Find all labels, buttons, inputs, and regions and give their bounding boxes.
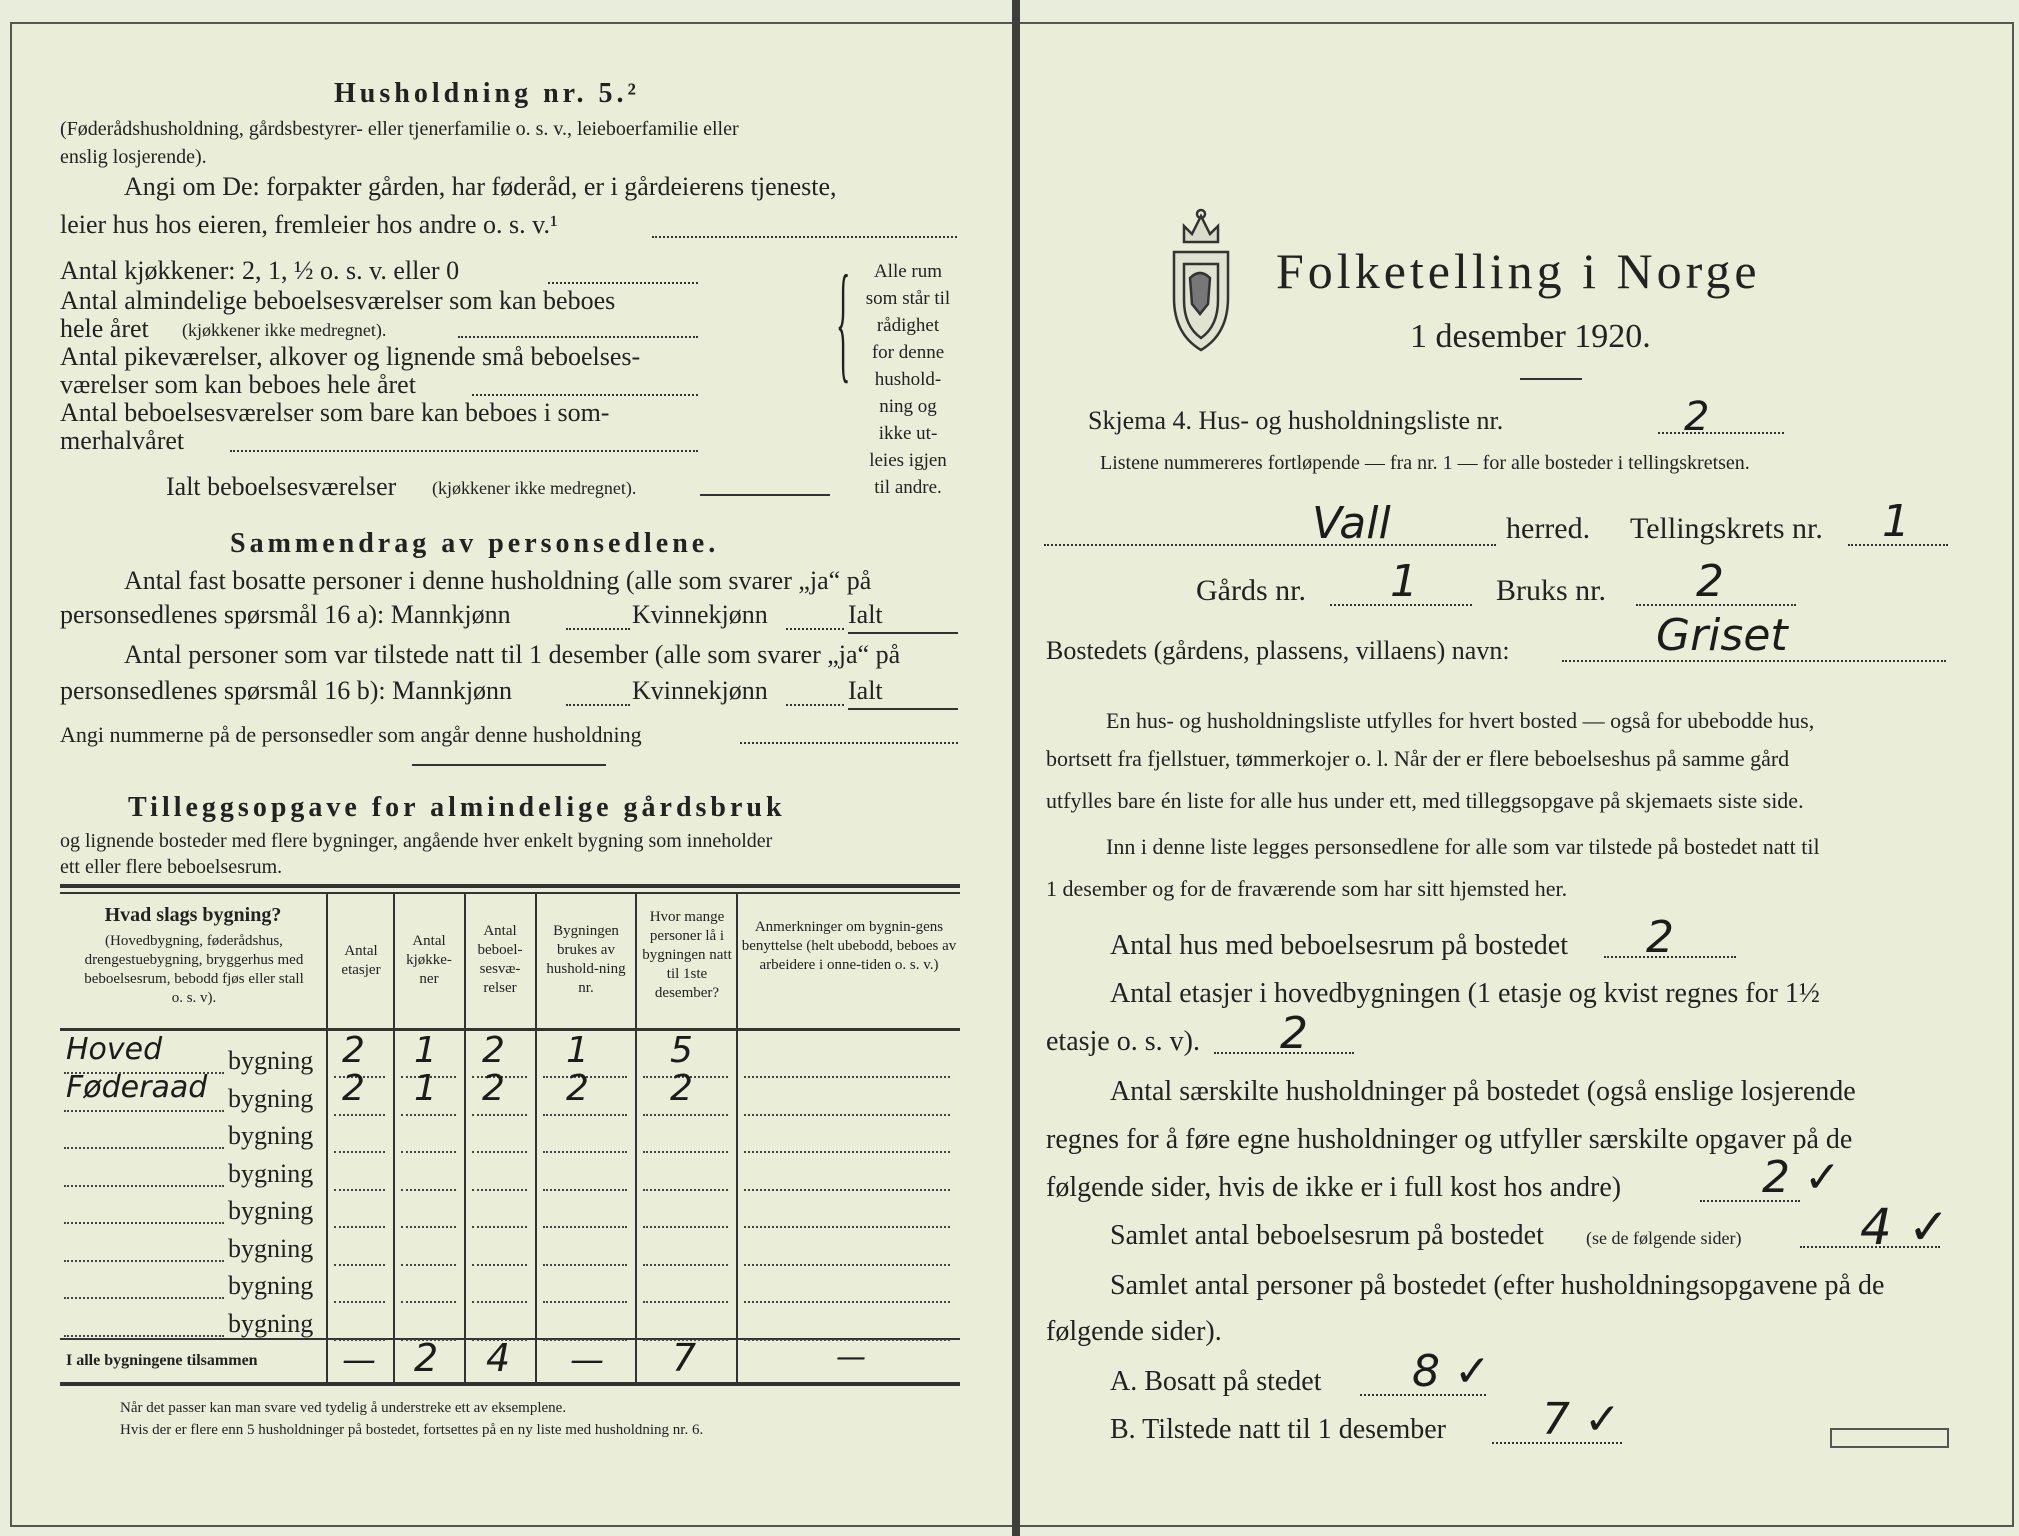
- cell-line: [543, 1151, 627, 1153]
- bygning-label: bygning: [228, 1046, 314, 1075]
- gards-value[interactable]: 1: [1390, 556, 1418, 607]
- building-name[interactable]: Hoved: [66, 1032, 163, 1067]
- cell-line: [334, 1264, 385, 1266]
- col-divider-3: [464, 894, 466, 1382]
- fast-ialt-label: Ialt: [848, 600, 883, 629]
- cell-line: [643, 1301, 728, 1303]
- cell-line: [543, 1114, 627, 1116]
- cell-line: [401, 1189, 456, 1191]
- total-hush: —: [570, 1340, 604, 1380]
- cell-line: [744, 1076, 950, 1078]
- room-brace: {: [836, 251, 851, 397]
- bruks-label: Bruks nr.: [1496, 574, 1607, 607]
- alm-label-2: hele året: [60, 314, 149, 343]
- info-line-1: En hus- og husholdningsliste utfylles for hvert bosted — også for ubebodde hus,: [1106, 708, 1815, 733]
- etasjer-answer-line: [1214, 1052, 1354, 1054]
- cell-line: [643, 1264, 728, 1266]
- fast-ialt-field[interactable]: [848, 632, 958, 634]
- bygning-label: bygning: [228, 1121, 314, 1150]
- sarskilte-line-3: følgende sider, hvis de ikke er i full kost hos andre): [1046, 1172, 1622, 1203]
- fast-kvinne-field[interactable]: [786, 628, 844, 630]
- cell-line: [472, 1301, 527, 1303]
- etasjer-line-1: Antal etasjer i hovedbygningen (1 etasje og kvist regnes for 1½: [1110, 978, 1820, 1009]
- col-divider-2: [393, 894, 395, 1382]
- cell-line: [744, 1114, 950, 1116]
- side-note-line: til andre.: [874, 477, 942, 498]
- cell-hush[interactable]: 2: [566, 1067, 589, 1109]
- alm-label-note: (kjøkkener ikke medregnet).: [182, 320, 387, 340]
- cell-line: [744, 1226, 950, 1228]
- bygning-label: bygning: [228, 1083, 314, 1113]
- tilstede-value[interactable]: 7 ✓: [1542, 1394, 1621, 1445]
- alm-label-1: Antal almindelige beboelsesværelser som kan beboes: [60, 286, 616, 315]
- footnote-1: Når det passer kan man svare ved tydelig å understreke ett av eksemplene.: [120, 1400, 567, 1416]
- cell-vaerelser[interactable]: 2: [482, 1030, 505, 1071]
- ialt-label-note: (kjøkkener ikke medregnet).: [432, 478, 637, 498]
- info-line-4: Inn i denne liste legges personsedlene for alle som var tilstede på bostedet natt til: [1106, 834, 1820, 859]
- cell-line: [643, 1151, 728, 1153]
- nummer-label: Angi nummerne på de personsedler som angår denne husholdning: [60, 722, 642, 747]
- bruks-value[interactable]: 2: [1696, 556, 1724, 607]
- krets-label: Tellingskrets nr.: [1630, 512, 1823, 545]
- info-line-5: 1 desember og for de fraværende som har sitt hjemsted her.: [1046, 876, 1568, 901]
- cell-line: [334, 1301, 385, 1303]
- printer-stamp: [1830, 1428, 1949, 1448]
- cell-personer[interactable]: 5: [670, 1030, 693, 1071]
- cell-personer[interactable]: 2: [670, 1067, 693, 1109]
- bygning-label: bygning: [228, 1271, 314, 1300]
- bosted-value[interactable]: Griset: [1656, 610, 1788, 661]
- col3-head: Antal beboel-sesvæ-relser: [477, 923, 523, 996]
- cell-line: [401, 1226, 456, 1228]
- bygning-label: bygning: [228, 1233, 314, 1263]
- tillegg-sub-2: ett eller flere beboelsesrum.: [60, 856, 283, 878]
- samlet-rum-note: (se de følgende sider): [1586, 1228, 1742, 1248]
- tilst-ialt-field[interactable]: [848, 708, 958, 710]
- building-name[interactable]: Føderaad: [66, 1069, 208, 1105]
- sarskilte-line-2: regnes for å føre egne husholdninger og utfyller særskilte opgaver på de: [1046, 1124, 1853, 1155]
- cell-line: [543, 1301, 627, 1303]
- cell-line: [744, 1189, 950, 1191]
- tilst-ialt-label: Ialt: [848, 676, 883, 705]
- cell-line: [334, 1189, 385, 1191]
- total-kjokken: 2: [414, 1336, 439, 1380]
- building-name-line: [64, 1110, 224, 1112]
- household-title: Husholdning nr. 5.²: [334, 78, 640, 109]
- total-etasjer: —: [342, 1340, 376, 1380]
- cell-hush[interactable]: 1: [566, 1030, 589, 1071]
- ialt-label: Ialt beboelsesværelser: [166, 472, 397, 501]
- fast-mann-field[interactable]: [566, 628, 630, 630]
- col6-head: Anmerkninger om bygnin-gens benyttelse (helt ubebodd, beboes av arbeidere i onne-tiden o. s. v.): [741, 919, 957, 973]
- krets-value[interactable]: 1: [1882, 496, 1910, 547]
- hus-value[interactable]: 2: [1646, 912, 1674, 963]
- krets-line: [1848, 544, 1948, 546]
- tilst-kvinne-field[interactable]: [786, 704, 844, 706]
- gards-label: Gårds nr.: [1196, 574, 1306, 607]
- col1-head: Antal etasjer: [341, 943, 381, 978]
- total-personer: 7: [672, 1336, 697, 1380]
- title-divider: [1520, 378, 1582, 380]
- cell-line: [744, 1301, 950, 1303]
- side-note-line: hushold-: [874, 369, 942, 390]
- angi-line-1: Angi om De: forpakter gården, har føderåd, er i gårdeierens tjeneste,: [124, 172, 837, 201]
- herred-value[interactable]: Vall: [1312, 498, 1391, 549]
- gards-line: [1330, 604, 1472, 606]
- section-divider: [412, 764, 606, 766]
- summary-fast-line-2: personsedlenes spørsmål 16 a): Mannkjønn: [60, 600, 511, 629]
- table-top-rule: [60, 884, 960, 888]
- bygning-label: bygning: [228, 1308, 314, 1338]
- side-note-line: som står til: [865, 288, 951, 309]
- table-top-rule-2: [60, 892, 960, 894]
- cell-line: [472, 1189, 527, 1191]
- kjokkener-dots: [548, 282, 698, 284]
- cell-line: [643, 1189, 728, 1191]
- col-divider-1: [326, 894, 328, 1382]
- herred-line: [1044, 544, 1496, 546]
- cell-line: [472, 1151, 527, 1153]
- building-name-line: [64, 1335, 224, 1337]
- side-note-line: for denne: [871, 342, 945, 363]
- etasjer-line-2: etasje o. s. v).: [1046, 1026, 1200, 1057]
- tilst-kvinne-label: Kvinnekjønn: [632, 676, 768, 705]
- cell-line: [401, 1301, 456, 1303]
- col-divider-6: [736, 894, 738, 1382]
- tillegg-sub-1: og lignende bosteder med flere bygninger, angående hver enkelt bygning som inneholder: [60, 830, 773, 852]
- cell-etasjer[interactable]: 2: [342, 1030, 365, 1071]
- household-subtitle-1: (Føderådshusholdning, gårdsbestyrer- eller tjenerfamilie o. s. v., leieboerfamilie eller: [60, 118, 739, 140]
- info-line-3: utfylles bare én liste for alle hus under ett, med tilleggsopgave på skjemaets siste side.: [1046, 788, 1804, 813]
- angi-answer-line: [652, 236, 957, 238]
- sarskilte-line-1: Antal særskilte husholdninger på bostedet (også enslige losjerende: [1110, 1076, 1856, 1107]
- side-note-line: rådighet: [876, 315, 940, 336]
- side-note-line: ning og: [879, 396, 937, 417]
- bygning-label: bygning: [228, 1196, 314, 1225]
- skjema-nr-line: [1658, 432, 1784, 434]
- side-note-line: Alle rum: [873, 261, 943, 282]
- cell-line: [643, 1114, 728, 1116]
- alm-dots: [458, 336, 698, 338]
- summary-tilst-line-1: Antal personer som var tilstede natt til 1 desember (alle som svarer „ja“ på: [124, 640, 901, 669]
- cell-line: [401, 1114, 456, 1116]
- col0-title: Hvad slags bygning?: [104, 904, 282, 926]
- household-subtitle-2: enslig losjerende).: [60, 146, 207, 168]
- bosted-line: [1562, 660, 1946, 662]
- cell-kjokken[interactable]: 1: [414, 1030, 437, 1071]
- cell-line: [643, 1226, 728, 1228]
- side-note-line: ikke ut-: [878, 423, 938, 444]
- tilstede-line: [1492, 1442, 1622, 1444]
- tilstede-label: B. Tilstede natt til 1 desember: [1110, 1414, 1446, 1445]
- tillegg-heading: Tilleggsopgave for almindelige gårdsbruk: [128, 792, 786, 823]
- pike-label-2: værelser som kan beboes hele året: [60, 370, 416, 399]
- cell-line: [472, 1114, 527, 1116]
- hus-label: Antal hus med beboelsesrum på bostedet: [1110, 930, 1569, 961]
- cell-line: [744, 1264, 950, 1266]
- cell-line: [401, 1264, 456, 1266]
- bosted-label: Bostedets (gårdens, plassens, villaens) navn:: [1046, 636, 1510, 665]
- building-name-line: [64, 1147, 224, 1149]
- building-name-line: [64, 1222, 224, 1224]
- samlet-rum-label: Samlet antal beboelsesrum på bostedet: [1110, 1220, 1544, 1251]
- cell-line: [472, 1226, 527, 1228]
- sommer-label-2: merhalvåret: [60, 426, 185, 455]
- sommer-label-1: Antal beboelsesværelser som bare kan beboes i som-: [60, 398, 610, 427]
- cell-etasjer[interactable]: 2: [342, 1067, 365, 1109]
- summary-fast-line-1: Antal fast bosatte personer i denne husholdning (alle som svarer „ja“ på: [124, 566, 872, 595]
- table-header-rule: [60, 1028, 960, 1031]
- skjema-nr[interactable]: 2: [1684, 394, 1710, 440]
- census-title: Folketelling i Norge: [1276, 243, 1761, 299]
- samlet-pers-line-1: Samlet antal personer på bostedet (efter husholdningsopgavene på de: [1110, 1270, 1885, 1301]
- bruks-line: [1636, 604, 1796, 606]
- cell-line: [543, 1226, 627, 1228]
- building-name-line: [64, 1185, 224, 1187]
- footnote-2: Hvis der er flere enn 5 husholdninger på bostedet, fortsettes på en ny liste med husholdning nr. 6.: [120, 1422, 704, 1438]
- col-divider-5: [635, 894, 637, 1382]
- sarskilte-answer-line: [1700, 1200, 1800, 1202]
- bosatt-value[interactable]: 8 ✓: [1412, 1346, 1491, 1397]
- samlet-rum-value[interactable]: 4 ✓: [1860, 1198, 1950, 1256]
- skjema-label: Skjema 4. Hus- og husholdningsliste nr.: [1088, 406, 1504, 435]
- cell-line: [472, 1264, 527, 1266]
- pike-label-1: Antal pikeværelser, alkover og lignende små beboelses-: [60, 342, 641, 371]
- bosatt-label: A. Bosatt på stedet: [1110, 1366, 1322, 1397]
- herred-label: herred.: [1506, 512, 1591, 545]
- cell-line: [334, 1151, 385, 1153]
- sarskilte-value[interactable]: 2 ✓: [1762, 1152, 1841, 1203]
- cell-vaerelser[interactable]: 2: [482, 1067, 505, 1109]
- cell-line: [543, 1264, 627, 1266]
- fast-kvinne-label: Kvinnekjønn: [632, 600, 768, 629]
- cell-line: [401, 1151, 456, 1153]
- col-divider-4: [535, 894, 537, 1382]
- cell-line: [744, 1151, 950, 1153]
- nummereres-note: Listene nummereres fortløpende — fra nr. 1 — for alle bosteder i tellingskretsen.: [1100, 452, 1750, 474]
- room-side-note: [858, 258, 958, 501]
- samlet-pers-line-2: følgende sider).: [1046, 1316, 1222, 1347]
- cell-kjokken[interactable]: 1: [414, 1067, 437, 1109]
- etasjer-value[interactable]: 2: [1280, 1008, 1308, 1059]
- total-anm: —: [836, 1340, 866, 1375]
- cell-line: [334, 1114, 385, 1116]
- kjokkener-label: Antal kjøkkener: 2, 1, ½ o. s. v. eller 0: [60, 256, 460, 285]
- hus-line: [1604, 956, 1736, 958]
- samlet-rum-line: [1800, 1246, 1940, 1248]
- side-note-line: leies igjen: [869, 450, 947, 471]
- nummer-field[interactable]: [740, 742, 958, 744]
- cell-line: [334, 1226, 385, 1228]
- total-label: I alle bygningene tilsammen: [66, 1352, 258, 1369]
- cell-line: [543, 1189, 627, 1191]
- angi-line-2: leier hus hos eieren, fremleier hos andre o. s. v.¹: [60, 210, 558, 239]
- sommer-dots: [230, 450, 698, 452]
- census-date: 1 desember 1920.: [1410, 318, 1651, 355]
- ialt-underline: [700, 494, 830, 496]
- summary-heading: Sammendrag av personsedlene.: [230, 528, 720, 559]
- tilst-mann-field[interactable]: [566, 704, 630, 706]
- pike-dots: [472, 394, 698, 396]
- bosatt-line: [1360, 1394, 1486, 1396]
- summary-tilst-line-2: personsedlenes spørsmål 16 b): Mannkjønn: [60, 676, 513, 705]
- page-fold: [1012, 0, 1020, 1536]
- col0-sub: (Hovedbygning, føderådshus, drengestuebygning, bryggerhus med beboelsesrum, bebodd fjøs eller stall o. s. v).: [84, 933, 304, 1006]
- bygning-label: bygning: [228, 1158, 314, 1188]
- building-name-line: [64, 1297, 224, 1299]
- building-name-line: [64, 1260, 224, 1262]
- total-vaerelser: 4: [486, 1336, 511, 1380]
- table-bottom-rule: [60, 1382, 960, 1386]
- col2-head: Antal kjøkke-ner: [406, 933, 452, 987]
- info-line-2: bortsett fra fjellstuer, tømmerkojer o. l. Når der er flere beboelseshus på samme gård: [1046, 746, 1790, 771]
- norway-coat-of-arms-icon: [1160, 206, 1242, 354]
- col5-head: Hvor mange personer lå i bygningen natt til 1ste desember?: [642, 909, 732, 1001]
- col4-head: Bygningen brukes av hushold-ning nr.: [546, 923, 626, 996]
